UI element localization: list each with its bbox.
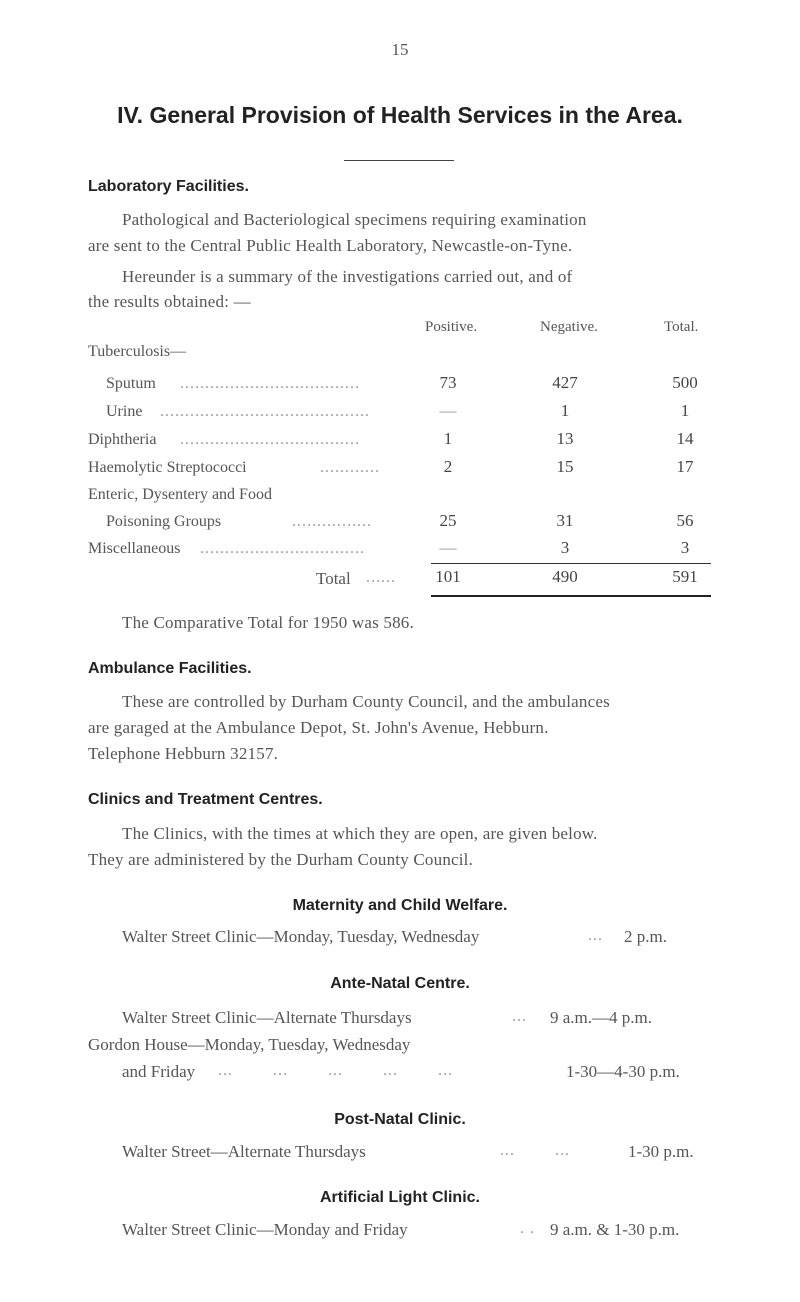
- ambulance-line2: are garaged at the Ambulance Depot, St. John's Avenue, Hebburn.: [88, 718, 549, 737]
- cell-negative: 3: [560, 538, 570, 557]
- total-negative: 490: [552, 567, 578, 586]
- total-positive: 101: [435, 567, 461, 586]
- comparative-total: The Comparative Total for 1950 was 586.: [122, 613, 414, 632]
- leader-dots: . .: [520, 1220, 535, 1237]
- maternity-time: 2 p.m.: [624, 927, 667, 946]
- total-double-rule: [431, 595, 711, 597]
- ambulance-line1: These are controlled by Durham County Council, and the ambulances: [122, 692, 610, 711]
- maternity-heading: Maternity and Child Welfare.: [292, 897, 508, 914]
- artificial-light-time: 9 a.m. & 1-30 p.m.: [550, 1220, 680, 1239]
- leader-dots: .................................: [200, 540, 365, 557]
- cell-negative: 15: [556, 457, 574, 476]
- row-label: Diphtheria: [88, 431, 157, 448]
- ambulance-line3: Telephone Hebburn 32157.: [88, 744, 279, 763]
- leader-dots: ...: [588, 927, 603, 944]
- total-label: Total: [316, 569, 351, 588]
- row-label: Urine: [106, 403, 143, 420]
- cell-positive: 1: [443, 429, 453, 448]
- cell-total: 56: [676, 511, 694, 530]
- row-label: Haemolytic Streptococci: [88, 459, 247, 476]
- col-header-negative: Negative.: [540, 319, 598, 335]
- cell-total: 3: [680, 538, 690, 557]
- leader-dots: ..........................................: [160, 403, 370, 420]
- lab-para1-line1: Pathological and Bacteriological specimens requiring examination: [122, 210, 587, 229]
- maternity-entry: Walter Street Clinic—Monday, Tuesday, Wednesday: [122, 927, 480, 946]
- antenatal-heading: Ante-Natal Centre.: [330, 975, 470, 992]
- leader-dots: ... ...: [500, 1142, 570, 1159]
- divider: [344, 160, 454, 161]
- cell-total: 1: [680, 401, 690, 420]
- ambulance-heading: Ambulance Facilities.: [88, 660, 252, 677]
- cell-negative: 1: [560, 401, 570, 420]
- antenatal-time2: 1-30—4-30 p.m.: [566, 1062, 680, 1081]
- section-title: IV. General Provision of Health Services in the Area.: [117, 102, 683, 128]
- cell-total: 14: [676, 429, 694, 448]
- cell-positive: —: [439, 538, 457, 557]
- postnatal-heading: Post-Natal Clinic.: [334, 1111, 466, 1128]
- lab-para1-line2: are sent to the Central Public Health Laboratory, Newcastle-on-Tyne.: [88, 236, 573, 255]
- leader-dots: ....................................: [180, 375, 360, 392]
- cell-positive: 73: [439, 373, 457, 392]
- col-header-positive: Positive.: [425, 319, 478, 335]
- lab-para2-line2: the results obtained: —: [88, 292, 251, 311]
- total-total: 591: [672, 567, 698, 586]
- cell-negative: 13: [556, 429, 574, 448]
- total-rule: [431, 563, 711, 564]
- antenatal-time1: 9 a.m.—4 p.m.: [550, 1008, 652, 1027]
- cell-negative: 427: [552, 373, 578, 392]
- cell-positive: 2: [443, 457, 453, 476]
- cell-negative: 31: [556, 511, 574, 530]
- col-header-total: Total.: [664, 319, 699, 335]
- leader-dots: ......: [366, 569, 396, 586]
- antenatal-entry1: Walter Street Clinic—Alternate Thursdays: [122, 1008, 412, 1027]
- clinics-line1: The Clinics, with the times at which they are open, are given below.: [122, 824, 598, 843]
- page-number: 15: [391, 40, 409, 59]
- row-label: Sputum: [106, 375, 156, 392]
- leader-dots: ................: [292, 513, 372, 530]
- laboratory-heading: Laboratory Facilities.: [88, 178, 249, 195]
- row-label: Poisoning Groups: [106, 513, 222, 530]
- cell-positive: 25: [439, 511, 457, 530]
- clinics-line2: They are administered by the Durham County Council.: [88, 850, 474, 869]
- leader-dots: ....................................: [180, 431, 360, 448]
- leader-dots: ............: [320, 459, 380, 476]
- antenatal-entry2-line2: and Friday: [122, 1062, 196, 1081]
- row-label: Miscellaneous: [88, 540, 181, 557]
- cell-total: 500: [672, 373, 698, 392]
- postnatal-entry: Walter Street—Alternate Thursdays: [122, 1142, 366, 1161]
- enteric-label: Enteric, Dysentery and Food: [88, 486, 272, 503]
- artificial-light-entry: Walter Street Clinic—Monday and Friday: [122, 1220, 408, 1239]
- postnatal-time: 1-30 p.m.: [628, 1142, 694, 1161]
- cell-positive: —: [439, 401, 457, 420]
- leader-dots: ... ... ... ... ...: [218, 1062, 453, 1079]
- leader-dots: ...: [512, 1008, 527, 1025]
- clinics-heading: Clinics and Treatment Centres.: [88, 791, 323, 808]
- cell-total: 17: [676, 457, 694, 476]
- artificial-light-heading: Artificial Light Clinic.: [319, 1189, 480, 1206]
- tb-group-label: Tuberculosis—: [88, 343, 187, 360]
- antenatal-entry2-line1: Gordon House—Monday, Tuesday, Wednesday: [88, 1035, 411, 1054]
- lab-para2-line1: Hereunder is a summary of the investigations carried out, and of: [122, 267, 573, 286]
